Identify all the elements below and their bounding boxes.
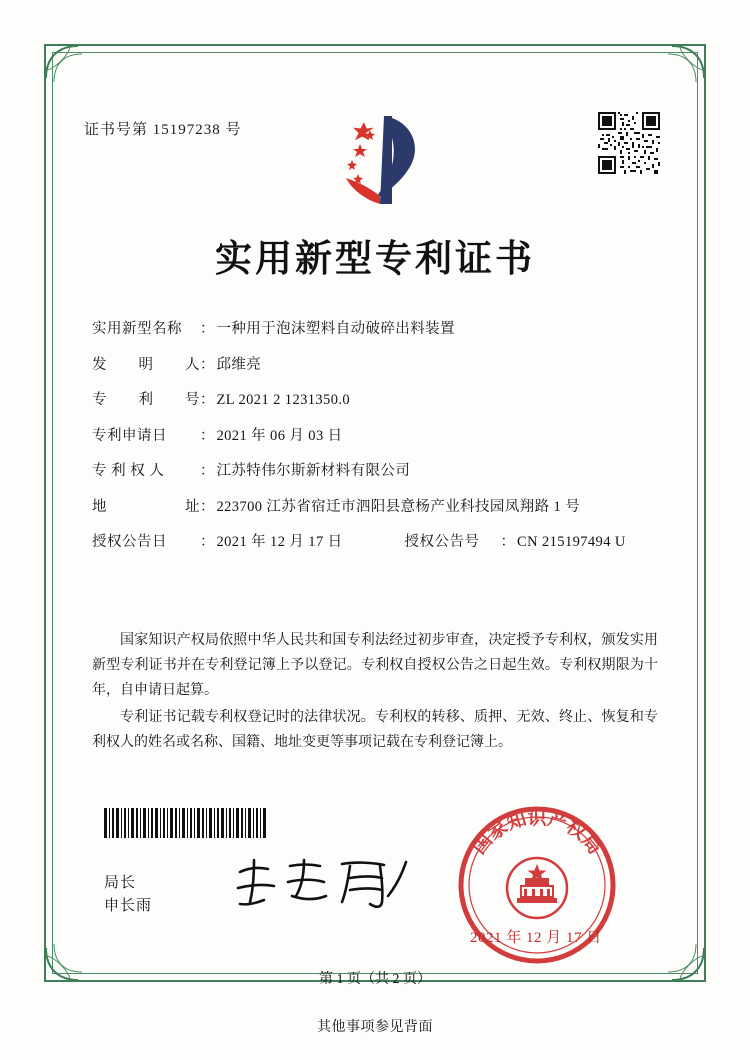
- field-label-announcement-date: 授权公告日: [92, 534, 167, 550]
- field-colon: ：: [200, 534, 215, 550]
- page-indicator: 第 1 页（共 2 页）: [319, 972, 431, 987]
- field-value-announcement-date: 2021 年 12 月 17 日: [216, 534, 343, 550]
- field-label: [92, 358, 200, 373]
- field-row-application-date: [92, 429, 658, 444]
- handwritten-signature-icon: [230, 852, 420, 914]
- field-colon: ：: [200, 321, 215, 337]
- field-label: 专利申请日: [92, 427, 167, 444]
- field-label-part: 人: [185, 356, 200, 373]
- field-value-application-date: 2021 年 06 月 03 日: [216, 427, 343, 444]
- field-value-invention-name: 一种用于泡沫塑料自动破碎出料装置: [216, 321, 455, 337]
- legal-paragraph-1: 国家知识产权局依照中华人民共和国专利法经过初步审查，决定授予专利权，颁发实用新型专利证书并在专利登记簿上予以登记。专利权自授权公告之日起生效。专利权期限为十年，自申请日起算。: [92, 633, 658, 698]
- field-colon: ：: [200, 498, 215, 515]
- field-row-invention-name: [92, 322, 658, 337]
- announcement-number-group: [405, 535, 626, 550]
- signature-name: 申长雨: [104, 898, 153, 914]
- signature-block: [104, 872, 152, 918]
- field-value-inventor: 邱维亮: [216, 356, 262, 373]
- qr-code-icon: [598, 112, 660, 174]
- field-value-patentee: 江苏特伟尔斯新材料有限公司: [216, 463, 411, 479]
- field-label-part: 利: [138, 392, 154, 408]
- field-label-part: 明: [138, 356, 154, 373]
- field-colon: ：: [200, 463, 215, 479]
- field-label-part: 专: [92, 392, 107, 408]
- field-list: [92, 322, 658, 571]
- cnipa-logo-icon: [322, 108, 426, 212]
- page-title: 实用新型专利证书: [215, 239, 535, 280]
- field-row-patentee: [92, 464, 658, 479]
- field-label: [92, 500, 200, 515]
- field-label-part: 地: [92, 498, 107, 515]
- field-colon: ：: [200, 427, 215, 444]
- field-colon: ：: [200, 356, 215, 373]
- svg-text:国家知识产权局: 国家知识产权局: [468, 808, 606, 859]
- barcode-icon: [104, 808, 268, 838]
- signature-role: 局长: [104, 875, 137, 891]
- field-label-announcement-number: 授权公告号: [404, 534, 480, 550]
- field-value-announcement-number: CN 215197494 U: [517, 534, 626, 550]
- field-label: [92, 393, 200, 408]
- field-colon: ：: [500, 534, 516, 550]
- field-row-announcement: [92, 535, 658, 550]
- field-label-part: 址: [185, 498, 200, 515]
- field-colon: ：: [200, 392, 215, 408]
- field-row-patent-number: [92, 393, 658, 408]
- field-label: 实用新型名称: [92, 321, 182, 337]
- field-row-inventor: [92, 358, 658, 373]
- legal-text-block: [92, 628, 658, 757]
- field-value-patent-number: ZL 2021 2 1231350.0: [216, 392, 351, 408]
- field-label: 专 利 权 人: [92, 463, 165, 479]
- field-label-part: 号: [185, 392, 200, 408]
- legal-paragraph-2: 专利证书记载专利权登记时的法律状况。专利权的转移、质押、无效、终止、恢复和专利权人的姓名或名称、国籍、地址变更等事项记载在专利登记簿上。: [92, 710, 658, 750]
- seal-date: 2021 年 12 月 17 日: [470, 930, 602, 946]
- field-value-address: 223700 江苏省宿迁市泗阳县意杨产业科技园凤翔路 1 号: [216, 498, 581, 515]
- field-row-address: [92, 500, 658, 515]
- back-side-note: 其他事项参见背面: [317, 1020, 433, 1035]
- field-label-part: 发: [92, 356, 107, 373]
- certificate-number: 证书号第 15197238 号: [84, 122, 242, 138]
